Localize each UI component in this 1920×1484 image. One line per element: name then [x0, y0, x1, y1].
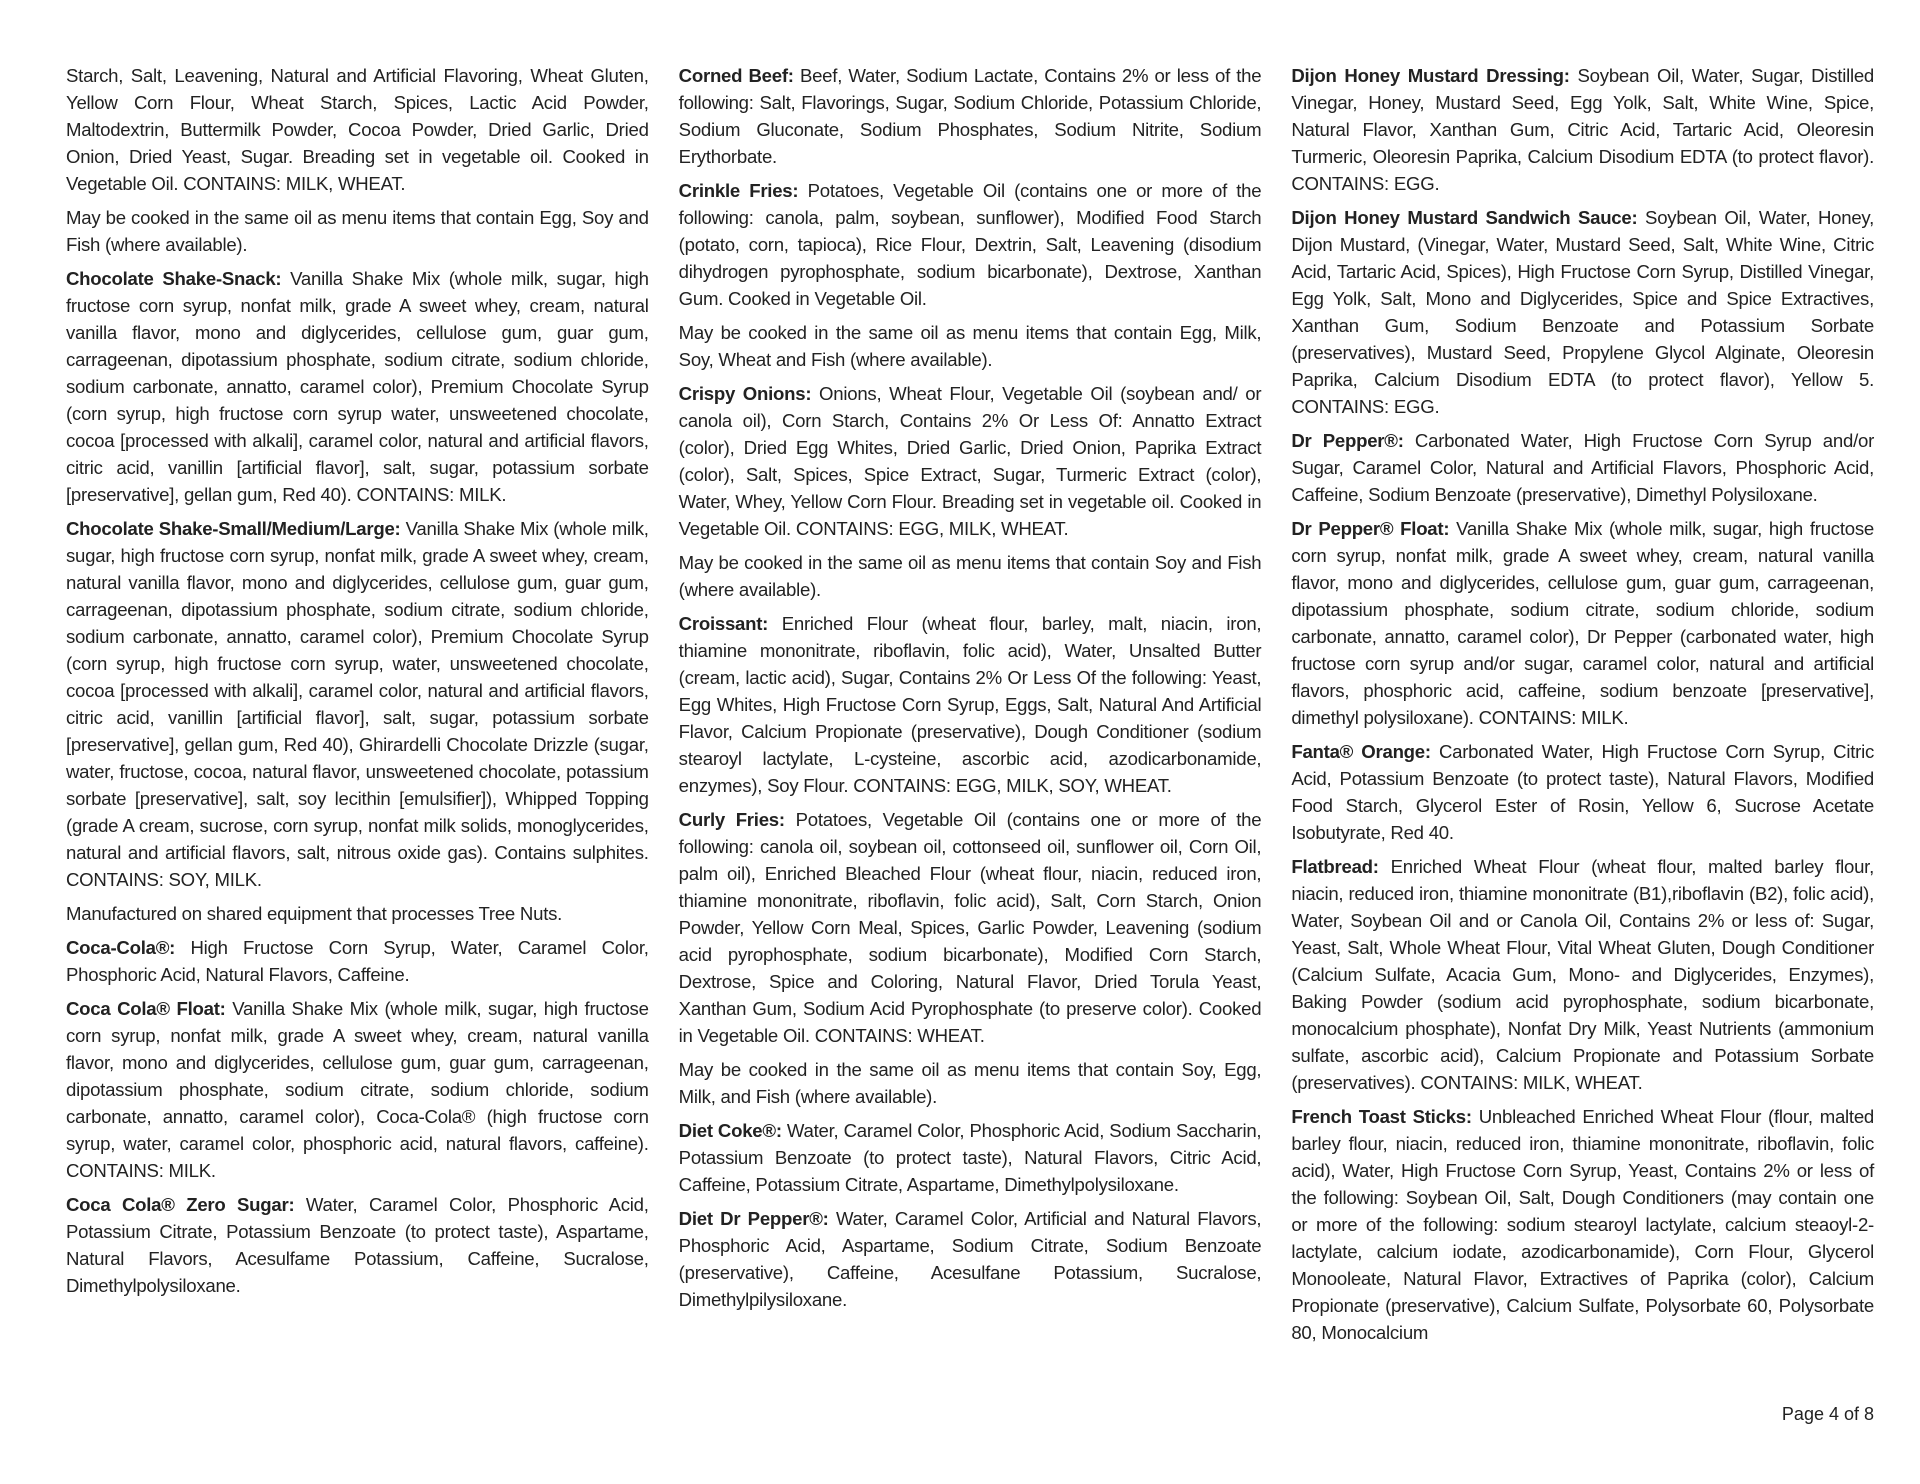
ingredient-paragraph: [679, 62, 1262, 170]
ingredient-text: May be cooked in the same oil as menu items that contain Soy, Egg, Milk, and Fish (where available).: [678, 1059, 1262, 1107]
item-name: Chocolate Shake-Small/Medium/Large:: [66, 518, 401, 539]
item-name: French Toast Sticks:: [1291, 1106, 1472, 1127]
ingredient-paragraph: [679, 177, 1262, 312]
ingredient-text: Onions, Wheat Flour, Vegetable Oil (soybean and/ or canola oil), Corn Starch, Contains 2% Or Less Of: Annatto Extract (color), Dried Egg Whites, Dried Garlic, Dried Onion, Paprika Extract (color), Salt, Spices, Spice Extract, Sugar, Turmeric Extract (color), Water, Whey, Yellow Corn Flour. Breading set in vegetable oil. Cooked in Vegetable Oil. CONTAINS: EGG, MILK, WHEAT.: [678, 383, 1262, 539]
ingredient-paragraph: [679, 1205, 1262, 1313]
item-name: Crispy Onions:: [678, 383, 812, 404]
cross-contact-note: [679, 549, 1262, 603]
ingredient-text: Manufactured on shared equipment that processes Tree Nuts.: [66, 903, 563, 924]
ingredient-text: May be cooked in the same oil as menu items that contain Egg, Milk, Soy, Wheat and Fish (where available).: [678, 322, 1262, 370]
cross-contact-note: [679, 319, 1262, 373]
ingredient-text: Soybean Oil, Water, Honey, Dijon Mustard, (Vinegar, Water, Mustard Seed, Salt, White Wine, Citric Acid, Tartaric Acid, Spices), High Fructose Corn Syrup, Distilled Vinegar, Egg Yolk, Salt, Mono and Diglycerides, Spice and Spice Extractives, Xanthan Gum, Sodium Benzoate and Potassium Sorbate (preservatives), Mustard Seed, Propylene Glycol Alginate, Oleoresin Paprika, Calcium Disodium EDTA (to protect flavor), Yellow 5. CONTAINS: EGG.: [1291, 207, 1875, 417]
ingredient-paragraph: [679, 806, 1262, 1049]
ingredient-text: Water, Caramel Color, Phosphoric Acid, Sodium Saccharin, Potassium Benzoate (to protect taste), Natural Flavors, Citric Acid, Caffeine, Potassium Citrate, Aspartame, Dimethylpolysiloxane.: [678, 1120, 1262, 1195]
item-name: Curly Fries:: [678, 809, 785, 830]
ingredient-text: Enriched Wheat Flour (wheat flour, malted barley flour, niacin, reduced iron, thiamine mononitrate (B1),riboflavin (B2), folic acid), Water, Soybean Oil and or Canola Oil, Contains 2% or less of: Sugar, Yeast, Salt, Whole Wheat Flour, Vital Wheat Gluten, Dough Conditioner (Calcium Sulfate, Acacia Gum, Mono- and Diglycerides, Enzymes), Baking Powder (sodium acid pyrophosphate, sodium bicarbonate, monocalcium phosphate), Nonfat Dry Milk, Yeast Nutrients (ammonium sulfate, ascorbic acid), Calcium Propionate and Potassium Sorbate (preservatives). CONTAINS: MILK, WHEAT.: [1291, 856, 1875, 1093]
ingredient-text: Starch, Salt, Leavening, Natural and Artificial Flavoring, Wheat Gluten, Yellow Corn Flour, Wheat Starch, Spices, Lactic Acid Powder, Maltodextrin, Buttermilk Powder, Cocoa Powder, Dried Garlic, Dried Onion, Dried Yeast, Sugar. Breading set in vegetable oil. Cooked in Vegetable Oil. CONTAINS: MILK, WHEAT.: [66, 65, 649, 194]
ingredient-text: Vanilla Shake Mix (whole milk, sugar, high fructose corn syrup, nonfat milk, grade A sweet whey, cream, natural vanilla flavor, mono and diglycerides, cellulose gum, guar gum, carrageenan, dipotassium phosphate, sodium citrate, sodium chloride, sodium carbonate, annatto, caramel color), Premium Chocolate Syrup (corn syrup, high fructose corn syrup water, unsweetened chocolate, cocoa [processed with alkali], caramel color, natural and artificial flavors, citric acid, vanillin [artificial flavor], salt, sugar, potassium sorbate [preservative], gellan gum, Red 40). CONTAINS: MILK.: [66, 268, 649, 505]
ingredient-text: Water, Caramel Color, Phosphoric Acid, Potassium Citrate, Potassium Benzoate (to protect taste), Aspartame, Natural Flavors, Acesulfame Potassium, Caffeine, Sucralose, Dimethylpolysiloxane.: [66, 1194, 649, 1296]
item-name: Coca-Cola®:: [66, 937, 176, 958]
ingredient-text: Enriched Flour (wheat flour, barley, malt, niacin, iron, thiamine mononitrate, riboflavin, folic acid), Water, Unsalted Butter (cream, lactic acid), Sugar, Contains 2% Or Less Of the following: Yeast, Egg Whites, High Fructose Corn Syrup, Eggs, Salt, Natural And Artificial Flavor, Calcium Propionate (preservative), Dough Conditioner (sodium stearoyl lactylate, L-cysteine, ascorbic acid, azodicarbonamide, enzymes), Soy Flour. CONTAINS: EGG, MILK, SOY, WHEAT.: [678, 613, 1262, 796]
item-name: Diet Dr Pepper®:: [678, 1208, 829, 1229]
item-name: Corned Beef:: [678, 65, 794, 86]
ingredient-text: Carbonated Water, High Fructose Corn Syrup, Citric Acid, Potassium Benzoate (to protect taste), Natural Flavors, Modified Food Starch, Glycerol Ester of Rosin, Yellow 6, Sucrose Acetate Isobutyrate, Red 40.: [1291, 741, 1875, 843]
ingredient-text: May be cooked in the same oil as menu items that contain Soy and Fish (where available).: [678, 552, 1262, 600]
ingredient-paragraph: [66, 995, 649, 1184]
item-name: Chocolate Shake-Snack:: [66, 268, 282, 289]
ingredient-paragraph: [66, 515, 649, 893]
ingredient-paragraph: [1291, 204, 1874, 420]
ingredient-paragraph: [66, 934, 649, 988]
item-name: Crinkle Fries:: [678, 180, 799, 201]
item-name: Dijon Honey Mustard Sandwich Sauce:: [1291, 207, 1638, 228]
cross-contact-note: [66, 204, 649, 258]
ingredient-text: Vanilla Shake Mix (whole milk, sugar, high fructose corn syrup, nonfat milk, grade A sweet whey, cream, natural vanilla flavor, mono and diglycerides, cellulose gum, guar gum, carrageenan, dipotassium phosphate, sodium citrate, sodium chloride, sodium carbonate, annatto, caramel color), Premium Chocolate Syrup (corn syrup, high fructose corn syrup, water, unsweetened chocolate, cocoa [processed with alkali], caramel color, natural and artificial flavors, citric acid, vanillin [artificial flavor], salt, sugar, potassium sorbate [preservative], gellan gum, Red 40), Ghirardelli Chocolate Drizzle (sugar, water, fructose, cocoa, natural flavor, unsweetened chocolate, potassium sorbate [preservative], salt, soy lecithin [emulsifier]), Whipped Topping (grade A cream, sucrose, corn syrup, nonfat milk solids, monoglycerides, natural and artificial flavors, salt, nitrous oxide gas). Contains sulphites. CONTAINS: SOY, MILK.: [66, 518, 649, 890]
ingredient-paragraph: [1291, 738, 1874, 846]
item-name: Coca Cola® Float:: [66, 998, 226, 1019]
item-name: Dr Pepper®:: [1291, 430, 1404, 451]
ingredient-paragraph: [679, 610, 1262, 799]
ingredient-paragraph: [679, 1117, 1262, 1198]
ingredient-text: Carbonated Water, High Fructose Corn Syrup and/or Sugar, Caramel Color, Natural and Artificial Flavors, Phosphoric Acid, Caffeine, Sodium Benzoate (preservative), Dimethyl Polysiloxane.: [1291, 430, 1875, 505]
ingredient-paragraph: [1291, 427, 1874, 508]
item-name: Fanta® Orange:: [1291, 741, 1431, 762]
cross-contact-note: [66, 900, 649, 927]
item-name: Flatbread:: [1291, 856, 1379, 877]
ingredient-paragraph: [1291, 62, 1874, 197]
ingredient-text: Potatoes, Vegetable Oil (contains one or more of the following: canola oil, soybean oil, cottonseed oil, sunflower oil, Corn Oil, palm oil), Enriched Bleached Flour (wheat flour, niacin, reduced iron, thiamine mononitrate, riboflavin, folic acid), Salt, Corn Starch, Onion Powder, Yellow Corn Meal, Spices, Garlic Powder, Leavening (sodium acid pyrophosphate, sodium bicarbonate), Modified Corn Starch, Dextrose, Spice and Coloring, Natural Flavor, Dried Torula Yeast, Xanthan Gum, Sodium Acid Pyrophosphate (to preserve color). Cooked in Vegetable Oil. CONTAINS: WHEAT.: [678, 809, 1262, 1046]
ingredient-paragraph: [66, 62, 649, 197]
ingredient-text: Vanilla Shake Mix (whole milk, sugar, high fructose corn syrup, nonfat milk, grade A sweet whey, cream, natural vanilla flavor, mono and diglycerides, cellulose gum, guar gum, carrageenan, dipotassium phosphate, sodium citrate, sodium chloride, sodium carbonate, annatto, caramel color), Coca-Cola® (high fructose corn syrup, water, caramel color, phosphoric acid, natural flavors, caffeine). CONTAINS: MILK.: [66, 998, 649, 1181]
item-name: Croissant:: [678, 613, 769, 634]
page-content: [66, 62, 1874, 1372]
ingredient-paragraph: [1291, 1103, 1874, 1346]
ingredient-paragraph: [1291, 853, 1874, 1096]
ingredient-text: Vanilla Shake Mix (whole milk, sugar, high fructose corn syrup, nonfat milk, grade A sweet whey, cream, natural vanilla flavor, mono and diglycerides, cellulose gum, guar gum, carrageenan, dipotassium phosphate, sodium citrate, sodium chloride, sodium carbonate, annatto, caramel color), Dr Pepper (carbonated water, high fructose corn syrup and/or sugar, caramel color, natural and artificial flavors, phosphoric acid, caffeine, sodium benzoate [preservative], dimethyl polysiloxane). CONTAINS: MILK.: [1291, 518, 1875, 728]
ingredient-paragraph: [1291, 515, 1874, 731]
text-column-2: [679, 62, 1262, 1372]
ingredient-text: Beef, Water, Sodium Lactate, Contains 2% or less of the following: Salt, Flavorings, Sugar, Sodium Chloride, Potassium Chloride, Sodium Gluconate, Sodium Phosphates, Sodium Nitrite, Sodium Erythorbate.: [678, 65, 1262, 167]
ingredient-text: High Fructose Corn Syrup, Water, Caramel Color, Phosphoric Acid, Natural Flavors, Caffeine.: [66, 937, 649, 985]
ingredient-paragraph: [679, 380, 1262, 542]
ingredient-text: Unbleached Enriched Wheat Flour (flour, malted barley flour, niacin, reduced iron, thiamine mononitrate, riboflavin, folic acid), Water, High Fructose Corn Syrup, Yeast, Contains 2% or less of the following: Soybean Oil, Salt, Dough Conditioners (may contain one or more of the following: sodium stearoyl lactylate, calcium steaoyl-2-lactylate, calcium iodate, azodicarbonamide), Corn Flour, Glycerol Monooleate, Natural Flavor, Extractives of Paprika (color), Calcium Propionate (preservative), Calcium Sulfate, Polysorbate 60, Polysorbate 80, Monocalcium: [1291, 1106, 1875, 1343]
item-name: Dijon Honey Mustard Dressing:: [1291, 65, 1570, 86]
ingredient-paragraph: [66, 1191, 649, 1299]
ingredient-text: May be cooked in the same oil as menu items that contain Egg, Soy and Fish (where available).: [66, 207, 649, 255]
text-column-3: [1291, 62, 1874, 1372]
ingredient-paragraph: [66, 265, 649, 508]
ingredient-text: Water, Caramel Color, Artificial and Natural Flavors, Phosphoric Acid, Aspartame, Sodium Citrate, Sodium Benzoate (preservative), Caffeine, Acesulfane Potassium, Sucralose, Dimethylpilysiloxane.: [678, 1208, 1262, 1310]
item-name: Coca Cola® Zero Sugar:: [66, 1194, 295, 1215]
item-name: Diet Coke®:: [678, 1120, 782, 1141]
text-column-1: [66, 62, 649, 1372]
ingredient-text: Soybean Oil, Water, Sugar, Distilled Vinegar, Honey, Mustard Seed, Egg Yolk, Salt, White Wine, Spice, Natural Flavor, Xanthan Gum, Citric Acid, Tartaric Acid, Oleoresin Turmeric, Oleoresin Paprika, Calcium Disodium EDTA (to protect flavor). CONTAINS: EGG.: [1291, 65, 1875, 194]
page-number: Page 4 of 8: [1781, 1404, 1874, 1424]
item-name: Dr Pepper® Float:: [1291, 518, 1450, 539]
cross-contact-note: [679, 1056, 1262, 1110]
ingredient-text: Potatoes, Vegetable Oil (contains one or more of the following: canola, palm, soybean, sunflower), Modified Food Starch (potato, corn, tapioca), Rice Flour, Dextrin, Salt, Leavening (disodium dihydrogen pyrophosphate, sodium bicarbonate), Dextrose, Xanthan Gum. Cooked in Vegetable Oil.: [678, 180, 1262, 309]
